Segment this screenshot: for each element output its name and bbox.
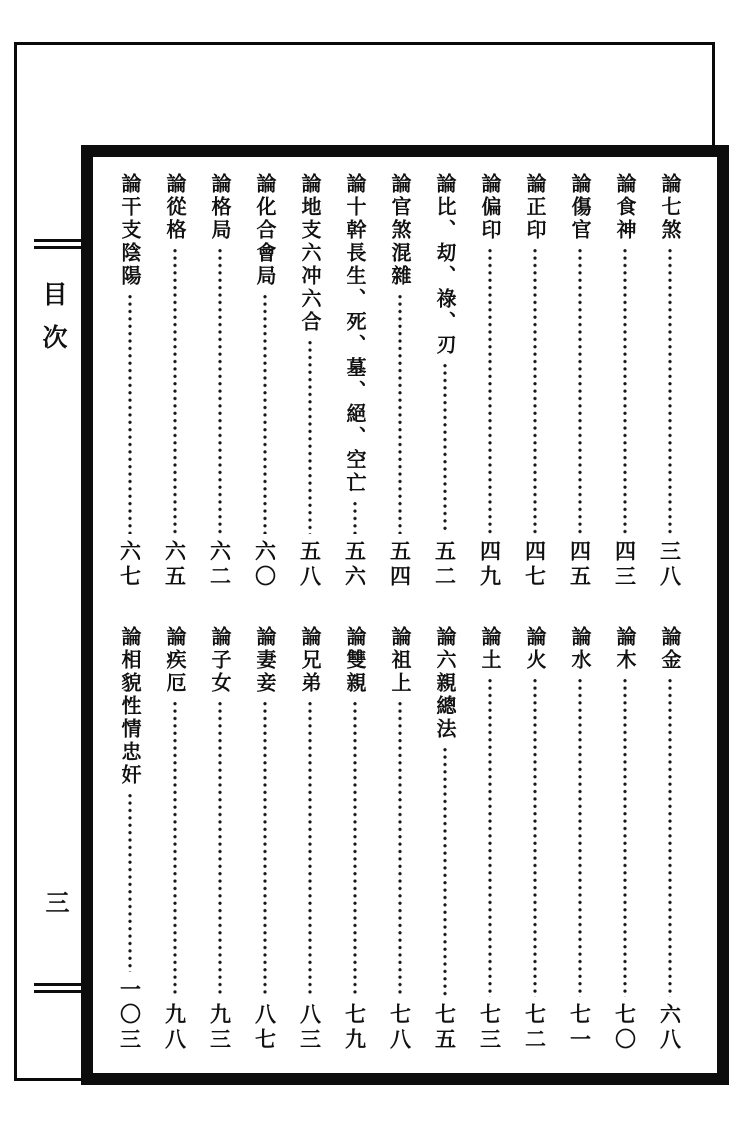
toc-entry-title: 論水 [568,626,592,672]
toc-entry-page: 七九 [342,1003,368,1053]
toc-entry [567,173,593,590]
toc-entry-page: 六八 [657,1003,683,1053]
dotted-leader [263,700,267,997]
toc-entry [432,173,458,590]
toc-column-5 [477,173,503,1053]
column-gap [432,590,458,626]
toc-entry-title: 論偏印 [478,173,502,242]
toc-entry [162,626,188,1053]
column-gap [567,590,593,626]
toc-entry-title: 論兄弟 [298,626,322,695]
toc-entry [612,173,638,590]
column-gap [252,590,278,626]
column-gap [522,590,548,626]
toc-column-12 [162,173,188,1053]
toc-entry [657,173,683,590]
column-gap [387,590,413,626]
toc-entry [477,173,503,590]
toc-entry-page: 八七 [252,1003,278,1053]
toc-entry-title: 論比、刧、祿、刃 [433,173,457,357]
column-gap [612,590,638,626]
dotted-leader [218,700,222,997]
toc-entry [252,626,278,1053]
dotted-leader [668,247,672,534]
toc-entry-page: 六二 [207,540,233,590]
toc-entry-page: 五二 [432,540,458,590]
toc-entry-title: 論子女 [208,626,232,695]
dotted-leader [353,500,357,534]
toc-entry [567,626,593,1053]
toc-entry-title: 論祖上 [388,626,412,695]
toc-entry [432,626,458,1053]
toc-entry-page: 七三 [477,1003,503,1053]
toc-entry-title: 論雙親 [343,626,367,695]
column-gap [477,590,503,626]
dotted-leader [398,700,402,997]
toc-entry-title: 論七煞 [658,173,682,242]
toc-entry-title: 論官煞混雜 [388,173,412,288]
toc-entry [342,626,368,1053]
toc-entry-title: 論相貌性情忠奸 [118,626,142,787]
toc-entry [162,173,188,590]
dotted-leader [623,247,627,534]
toc-entry-page: 七一 [567,1003,593,1053]
toc-entry-page: 三八 [657,540,683,590]
toc-column-3 [567,173,593,1053]
toc-entry [522,173,548,590]
toc-entry-page: 九三 [207,1003,233,1053]
column-gap [117,590,143,626]
toc-entry [612,626,638,1053]
dotted-leader [218,247,222,534]
dotted-leader [173,700,177,997]
toc-entry-page: 四七 [522,540,548,590]
dotted-leader [308,339,312,534]
dotted-leader [533,677,537,997]
toc-entry-title: 論火 [523,626,547,672]
toc-entry-title: 論從格 [163,173,187,242]
toc-entry-title: 論格局 [208,173,232,242]
column-gap [207,590,233,626]
dotted-leader [668,677,672,997]
toc-entry-title: 論傷官 [568,173,592,242]
toc-entry [342,173,368,590]
toc-entry-title: 論金 [658,626,682,672]
dotted-leader [353,700,357,997]
toc-entry-title: 論十幹長生、死、墓、絕、空亡 [343,173,367,495]
toc-entry-page: 九八 [162,1003,188,1053]
dotted-leader [488,677,492,997]
toc-entry [207,626,233,1053]
dotted-leader [308,700,312,997]
toc-column-6 [432,173,458,1053]
section-label: 目次 [39,281,68,367]
toc-column-13 [117,173,143,1053]
toc-entry-page: 七二 [522,1003,548,1053]
toc-entry [387,626,413,1053]
dotted-leader [173,247,177,534]
dotted-leader [488,247,492,534]
toc-column-7 [387,173,413,1053]
dotted-leader [443,362,447,534]
dotted-leader [623,677,627,997]
toc-column-1 [657,173,683,1053]
toc-entry [657,626,683,1053]
toc-entry-page: 五八 [297,540,323,590]
toc-entry-title: 論化合會局 [253,173,277,288]
toc-entry-title: 論六親總法 [433,626,457,741]
column-gap [342,590,368,626]
dotted-leader [398,293,402,534]
toc-columns [93,157,717,1073]
dotted-leader [578,677,582,997]
dotted-leader [128,792,132,972]
toc-entry-page: 七八 [387,1003,413,1053]
toc-entry-page: 五四 [387,540,413,590]
toc-entry-title: 論疾厄 [163,626,187,695]
column-gap [297,590,323,626]
toc-entry [252,173,278,590]
toc-entry-title: 論正印 [523,173,547,242]
toc-entry-page: 七五 [432,1003,458,1053]
toc-column-9 [297,173,323,1053]
toc-entry-page: 五六 [342,540,368,590]
toc-entry-page: 七〇 [612,1003,638,1053]
toc-entry [297,173,323,590]
toc-column-11 [207,173,233,1053]
column-gap [162,590,188,626]
dotted-leader [128,293,132,534]
toc-column-10 [252,173,278,1053]
toc-column-4 [522,173,548,1053]
toc-entry [117,173,143,590]
toc-entry [297,626,323,1053]
toc-entry-title: 論干支陰陽 [118,173,142,288]
toc-entry-page: 四九 [477,540,503,590]
column-gap [657,590,683,626]
toc-column-8 [342,173,368,1053]
dotted-leader [263,293,267,534]
toc-entry-page: 四五 [567,540,593,590]
dotted-leader [443,746,447,997]
toc-entry-title: 論地支六冲六合 [298,173,322,334]
toc-entry-title: 論土 [478,626,502,672]
toc-entry [477,626,503,1053]
toc-entry-title: 論妻妾 [253,626,277,695]
toc-column-2 [612,173,638,1053]
toc-entry [387,173,413,590]
toc-entry-page: 六〇 [252,540,278,590]
toc-entry-page: 六七 [117,540,143,590]
page-outer-frame [14,42,715,1081]
toc-entry-page: 六五 [162,540,188,590]
toc-entry-page: 八三 [297,1003,323,1053]
toc-entry-page: 一〇三 [117,978,143,1053]
toc-entry [117,626,143,1053]
dotted-leader [578,247,582,534]
toc-entry [207,173,233,590]
dotted-leader [533,247,537,534]
toc-entry [522,626,548,1053]
toc-entry-title: 論食神 [613,173,637,242]
toc-entry-title: 論木 [613,626,637,672]
toc-entry-page: 四三 [612,540,638,590]
folio-number: 三 [41,890,70,914]
